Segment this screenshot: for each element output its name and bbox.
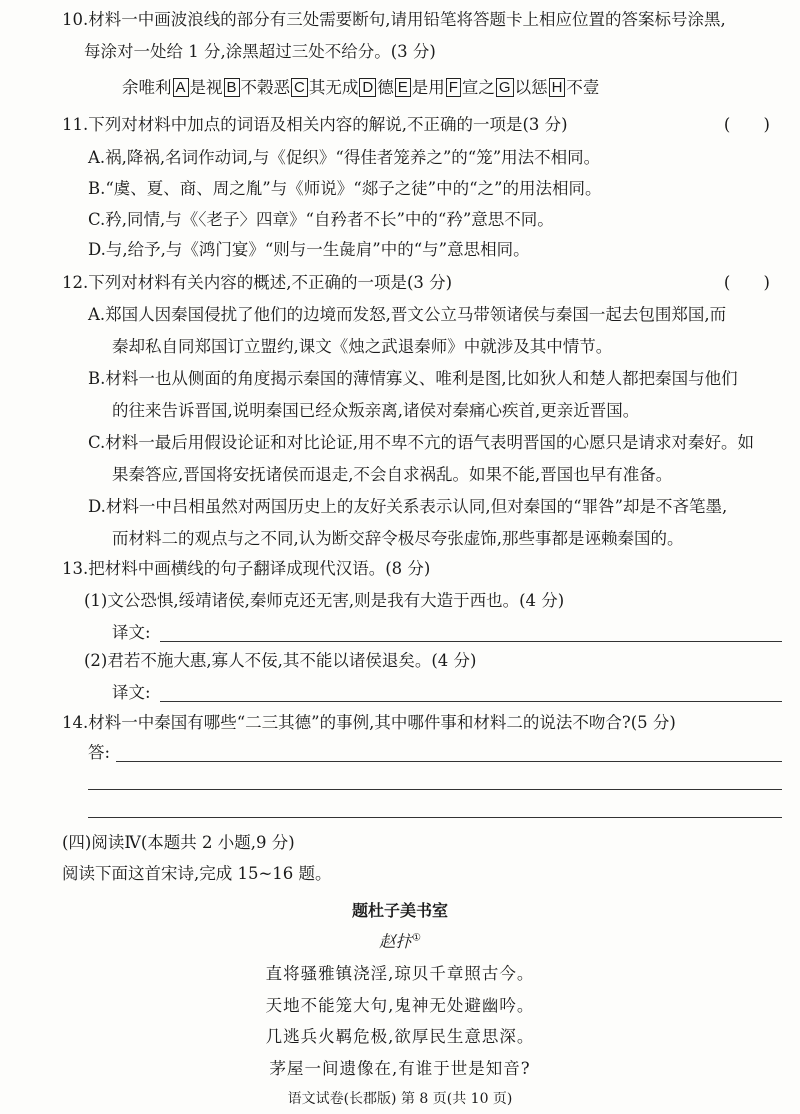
answer-box-c[interactable]: C <box>291 78 308 97</box>
q11-answer-bracket[interactable]: ( ) <box>723 115 784 134</box>
q14-answer-label: 答: <box>88 743 111 762</box>
q10-stem-line1: 10.材料一中画波浪线的部分有三处需要断句,请用铅笔将答题卡上相应位置的答案标号涂黑, <box>62 10 726 29</box>
poem-line-3: 几逃兵火羁危极,欲厚民生意思深。 <box>265 1027 535 1046</box>
sequence-text: 不榖恶 <box>240 78 291 97</box>
q12-option-a-line2: 秦却私自同郑国订立盟约,课文《烛之武退秦师》中就涉及其中情节。 <box>112 337 613 356</box>
poem-author-line <box>0 928 800 952</box>
q12-option-a-line1: A.郑国人因秦国侵扰了他们的边境而发怒,晋文公立马带领诸侯与秦国一起去包围郑国,而 <box>88 305 727 324</box>
q13-sentence-1: (1)文公恐惧,绥靖诸侯,秦师克还无害,则是我有大造于西也。(4 分) <box>84 591 565 610</box>
q12-option-c-line2: 果秦答应,晋国将安抚诸侯而退走,不会自求祸乱。如果不能,晋国也早有准备。 <box>112 465 673 484</box>
q14-stem: 14.材料一中秦国有哪些“二三其德”的事例,其中哪件事和材料二的说法不吻合?(5 分) <box>62 713 676 732</box>
sequence-text: 宣之 <box>461 78 495 97</box>
section-4-heading: (四)阅读Ⅳ(本题共 2 小题,9 分) <box>62 833 295 852</box>
q14-answer-line-1[interactable] <box>116 761 782 762</box>
poem-line-1: 直将骚雅镇浇淫,琼贝千章照古今。 <box>265 964 535 983</box>
sequence-text: 是视 <box>189 78 223 97</box>
page-footer: 语文试卷(长郡版) 第 8 页(共 10 页) <box>287 1091 513 1107</box>
answer-box-e[interactable]: E <box>395 78 411 97</box>
sequence-text: 以惩 <box>514 78 548 97</box>
q13-stem: 13.把材料中画横线的句子翻译成现代汉语。(8 分) <box>62 559 431 578</box>
q14-answer-line-2[interactable] <box>88 789 782 790</box>
q10-stem-line2: 每涂对一处给 1 分,涂黑超过三处不给分。(3 分) <box>84 42 436 61</box>
q11-option-c: C.矜,同情,与《〈老子〉四章》“自矜者不长”中的“矜”意思不同。 <box>88 210 554 229</box>
poem-line-4: 茅屋一间遗像在,有谁于世是知音? <box>269 1059 531 1078</box>
poem-line-2: 天地不能笼大句,鬼神无处避幽吟。 <box>265 996 535 1015</box>
answer-box-d[interactable]: D <box>359 78 376 97</box>
q11-stem: 11.下列对材料中加点的词语及相关内容的解说,不正确的一项是(3 分) <box>62 115 568 134</box>
answer-box-f[interactable]: F <box>446 78 461 97</box>
q12-option-d-line2: 而材料二的观点与之不同,认为断交辞令极尽夸张虚饰,那些事都是诬赖秦国的。 <box>112 529 684 548</box>
answer-box-a[interactable]: A <box>173 78 189 97</box>
q11-option-d: D.与,给予,与《鸿门宴》“则与一生彘肩”中的“与”意思相同。 <box>88 240 530 259</box>
q13-translation-line-1[interactable] <box>160 641 782 642</box>
answer-box-g[interactable]: G <box>496 78 514 97</box>
q12-option-b-line2: 的往来告诉晋国,说明秦国已经众叛亲离,诸侯对秦痛心疾首,更亲近晋国。 <box>112 401 640 420</box>
poem-author-note-mark: ① <box>412 932 421 944</box>
q12-answer-bracket[interactable]: ( ) <box>723 273 784 292</box>
q12-option-c-line1: C.材料一最后用假设论证和对比论证,用不卑不亢的语气表明晋国的心愿只是请求对秦好。如 <box>88 433 755 452</box>
q10-sequence <box>122 78 599 97</box>
q12-stem: 12.下列对材料有关内容的概述,不正确的一项是(3 分) <box>62 273 453 292</box>
sequence-text: 不壹 <box>566 78 600 97</box>
q12-option-d-line1: D.材料一中吕相虽然对两国历史上的友好关系表示认同,但对秦国的“罪咎”却是不吝笔墨, <box>88 497 728 516</box>
answer-box-h[interactable]: H <box>549 78 566 97</box>
sequence-text: 余唯利 <box>122 78 172 97</box>
q13-translation-line-2[interactable] <box>160 701 782 702</box>
answer-box-b[interactable]: B <box>224 78 240 97</box>
sequence-text: 是用 <box>411 78 445 97</box>
q11-option-b: B.“虞、夏、商、周之胤”与《师说》“郯子之徒”中的“之”的用法相同。 <box>88 179 602 198</box>
q13-translation-label-2: 译文: <box>112 683 151 702</box>
q14-answer-line-3[interactable] <box>88 817 782 818</box>
sequence-text: 德 <box>377 78 394 97</box>
q13-translation-label-1: 译文: <box>112 623 151 642</box>
q13-sentence-2: (2)君若不施大惠,寡人不佞,其不能以诸侯退矣。(4 分) <box>84 651 477 670</box>
poem-title: 题杜子美书室 <box>351 901 448 920</box>
section-4-intro: 阅读下面这首宋诗,完成 15~16 题。 <box>62 864 332 883</box>
poem-author: 赵抃 <box>379 932 413 951</box>
sequence-text: 其无成 <box>308 78 359 97</box>
q12-option-b-line1: B.材料一也从侧面的角度揭示秦国的薄情寡义、唯利是图,比如狄人和楚人都把秦国与他们 <box>88 369 738 388</box>
q11-option-a: A.祸,降祸,名词作动词,与《促织》“得佳者笼养之”的“笼”用法不相同。 <box>88 148 601 167</box>
